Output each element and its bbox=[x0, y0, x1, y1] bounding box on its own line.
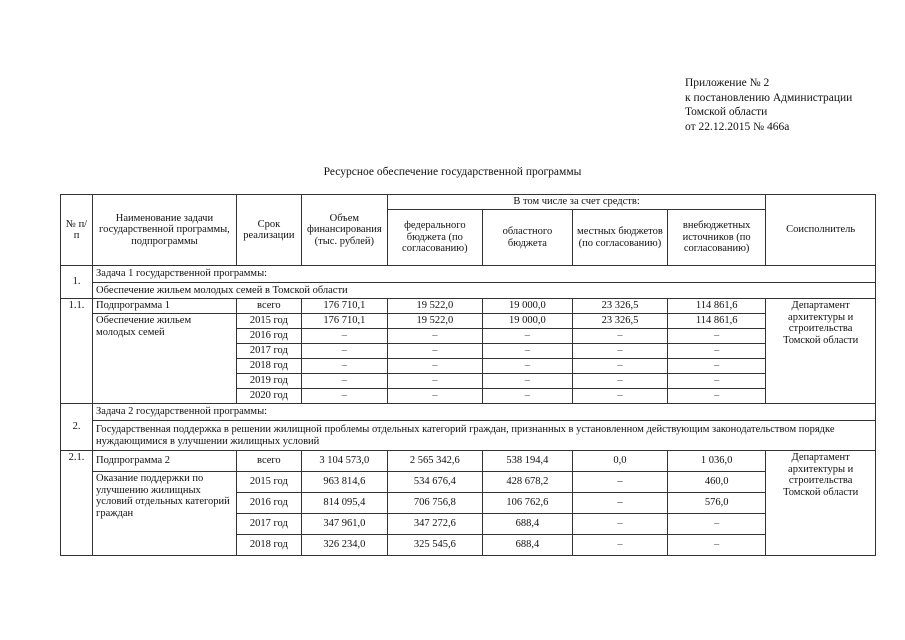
local-cell: 23 326,5 bbox=[572, 299, 667, 314]
task-desc: Обеспечение жильем молодых семей в Томской области bbox=[93, 283, 876, 299]
local-cell: – bbox=[572, 374, 667, 389]
extra-cell: 1 036,0 bbox=[668, 451, 766, 472]
annex-line-3: Томской области bbox=[685, 106, 768, 118]
local-cell: – bbox=[572, 344, 667, 359]
term-cell: 2016 год bbox=[236, 493, 301, 514]
task-num: 1. bbox=[61, 266, 93, 299]
volume-cell: 3 104 573,0 bbox=[301, 451, 387, 472]
header-executor: Соисполнитель bbox=[766, 195, 876, 266]
extra-cell: – bbox=[668, 535, 766, 556]
regional-cell: 538 194,4 bbox=[482, 451, 572, 472]
term-cell: 2017 год bbox=[236, 344, 301, 359]
extra-cell: – bbox=[668, 329, 766, 344]
term-cell: всего bbox=[236, 299, 301, 314]
volume-cell: 326 234,0 bbox=[301, 535, 387, 556]
federal-cell: 19 522,0 bbox=[387, 314, 482, 329]
annex-line-1: Приложение № 2 bbox=[685, 77, 770, 89]
federal-cell: – bbox=[387, 374, 482, 389]
federal-cell: – bbox=[387, 344, 482, 359]
subprogram-name: Подпрограмма 2 bbox=[93, 451, 237, 472]
subprogram-num: 2.1. bbox=[61, 451, 93, 556]
regional-cell: – bbox=[482, 389, 572, 404]
table-row bbox=[61, 299, 876, 314]
regional-cell: 428 678,2 bbox=[482, 472, 572, 493]
extra-cell: – bbox=[668, 374, 766, 389]
executor-cell: Департамент архитектуры и строительства Томской области bbox=[766, 451, 876, 556]
regional-cell: – bbox=[482, 344, 572, 359]
federal-cell: – bbox=[387, 359, 482, 374]
regional-cell: 19 000,0 bbox=[482, 299, 572, 314]
term-cell: 2020 год bbox=[236, 389, 301, 404]
local-cell: – bbox=[572, 514, 667, 535]
subprogram-description: Оказание поддержки по улучшению жилищных условий отдельных категорий граждан bbox=[93, 472, 237, 556]
header-including: В том числе за счет средств: bbox=[387, 195, 766, 210]
federal-cell: – bbox=[387, 389, 482, 404]
subprogram-num: 1.1. bbox=[61, 299, 93, 404]
federal-cell: 19 522,0 bbox=[387, 299, 482, 314]
regional-cell: 688,4 bbox=[482, 514, 572, 535]
extra-cell: – bbox=[668, 344, 766, 359]
task-title: Задача 2 государственной программы: bbox=[93, 404, 876, 421]
local-cell: 0,0 bbox=[572, 451, 667, 472]
local-cell: – bbox=[572, 359, 667, 374]
annex-block bbox=[685, 76, 852, 134]
volume-cell: 814 095,4 bbox=[301, 493, 387, 514]
federal-cell: 706 756,8 bbox=[387, 493, 482, 514]
regional-cell: – bbox=[482, 374, 572, 389]
local-cell: – bbox=[572, 493, 667, 514]
term-cell: 2018 год bbox=[236, 359, 301, 374]
task-desc-row bbox=[61, 421, 876, 451]
regional-cell: 688,4 bbox=[482, 535, 572, 556]
header-row bbox=[61, 195, 876, 210]
term-cell: 2018 год bbox=[236, 535, 301, 556]
volume-cell: – bbox=[301, 359, 387, 374]
extra-cell: 460,0 bbox=[668, 472, 766, 493]
term-cell: всего bbox=[236, 451, 301, 472]
extra-cell: – bbox=[668, 389, 766, 404]
local-cell: 23 326,5 bbox=[572, 314, 667, 329]
header-local: местных бюджетов (по согласованию) bbox=[572, 210, 667, 266]
executor-cell: Департамент архитектуры и строительства Томской области bbox=[766, 299, 876, 404]
header-task: Наименование задачи государственной программы, подпрограммы bbox=[93, 195, 237, 266]
task-num: 2. bbox=[61, 404, 93, 451]
task-row bbox=[61, 404, 876, 421]
federal-cell: 347 272,6 bbox=[387, 514, 482, 535]
term-cell: 2019 год bbox=[236, 374, 301, 389]
term-cell: 2016 год bbox=[236, 329, 301, 344]
term-cell: 2015 год bbox=[236, 314, 301, 329]
extra-cell: – bbox=[668, 514, 766, 535]
task-desc-row bbox=[61, 283, 876, 299]
regional-cell: 106 762,6 bbox=[482, 493, 572, 514]
extra-cell: 114 861,6 bbox=[668, 314, 766, 329]
regional-cell: – bbox=[482, 359, 572, 374]
extra-cell: – bbox=[668, 359, 766, 374]
volume-cell: – bbox=[301, 374, 387, 389]
extra-cell: 114 861,6 bbox=[668, 299, 766, 314]
volume-cell: 347 961,0 bbox=[301, 514, 387, 535]
resource-table bbox=[60, 194, 876, 556]
volume-cell: 176 710,1 bbox=[301, 299, 387, 314]
task-title: Задача 1 государственной программы: bbox=[93, 266, 876, 283]
table-row bbox=[61, 472, 876, 493]
table-row bbox=[61, 314, 876, 329]
subprogram-description: Обеспечение жильем молодых семей bbox=[93, 314, 237, 404]
local-cell: – bbox=[572, 329, 667, 344]
term-cell: 2017 год bbox=[236, 514, 301, 535]
volume-cell: 176 710,1 bbox=[301, 314, 387, 329]
header-volume: Объем финансирования (тыс. рублей) bbox=[301, 195, 387, 266]
volume-cell: – bbox=[301, 344, 387, 359]
federal-cell: – bbox=[387, 329, 482, 344]
document-title: Ресурсное обеспечение государственной программы bbox=[323, 166, 582, 178]
federal-cell: 534 676,4 bbox=[387, 472, 482, 493]
regional-cell: 19 000,0 bbox=[482, 314, 572, 329]
table-row bbox=[61, 451, 876, 472]
task-desc: Государственная поддержка в решении жилищной проблемы отдельных категорий граждан, признанных в установленном действующим законодательством порядке нуждающимися в улучшении жилищных условий bbox=[93, 421, 876, 451]
term-cell: 2015 год bbox=[236, 472, 301, 493]
federal-cell: 325 545,6 bbox=[387, 535, 482, 556]
subprogram-name: Подпрограмма 1 bbox=[93, 299, 237, 314]
header-regional: областного бюджета bbox=[482, 210, 572, 266]
annex-line-4: от 22.12.2015 № 466а bbox=[685, 120, 790, 133]
federal-cell: 2 565 342,6 bbox=[387, 451, 482, 472]
local-cell: – bbox=[572, 535, 667, 556]
volume-cell: – bbox=[301, 329, 387, 344]
header-num: № п/п bbox=[61, 195, 93, 266]
header-extra: внебюджетных источников (по согласованию) bbox=[668, 210, 766, 266]
volume-cell: 963 814,6 bbox=[301, 472, 387, 493]
local-cell: – bbox=[572, 389, 667, 404]
header-term: Срок реализации bbox=[236, 195, 301, 266]
task-row bbox=[61, 266, 876, 283]
local-cell: – bbox=[572, 472, 667, 493]
annex-line-2: к постановлению Администрации bbox=[685, 91, 853, 104]
volume-cell: – bbox=[301, 389, 387, 404]
extra-cell: 576,0 bbox=[668, 493, 766, 514]
header-federal: федерального бюджета (по согласованию) bbox=[387, 210, 482, 266]
regional-cell: – bbox=[482, 329, 572, 344]
